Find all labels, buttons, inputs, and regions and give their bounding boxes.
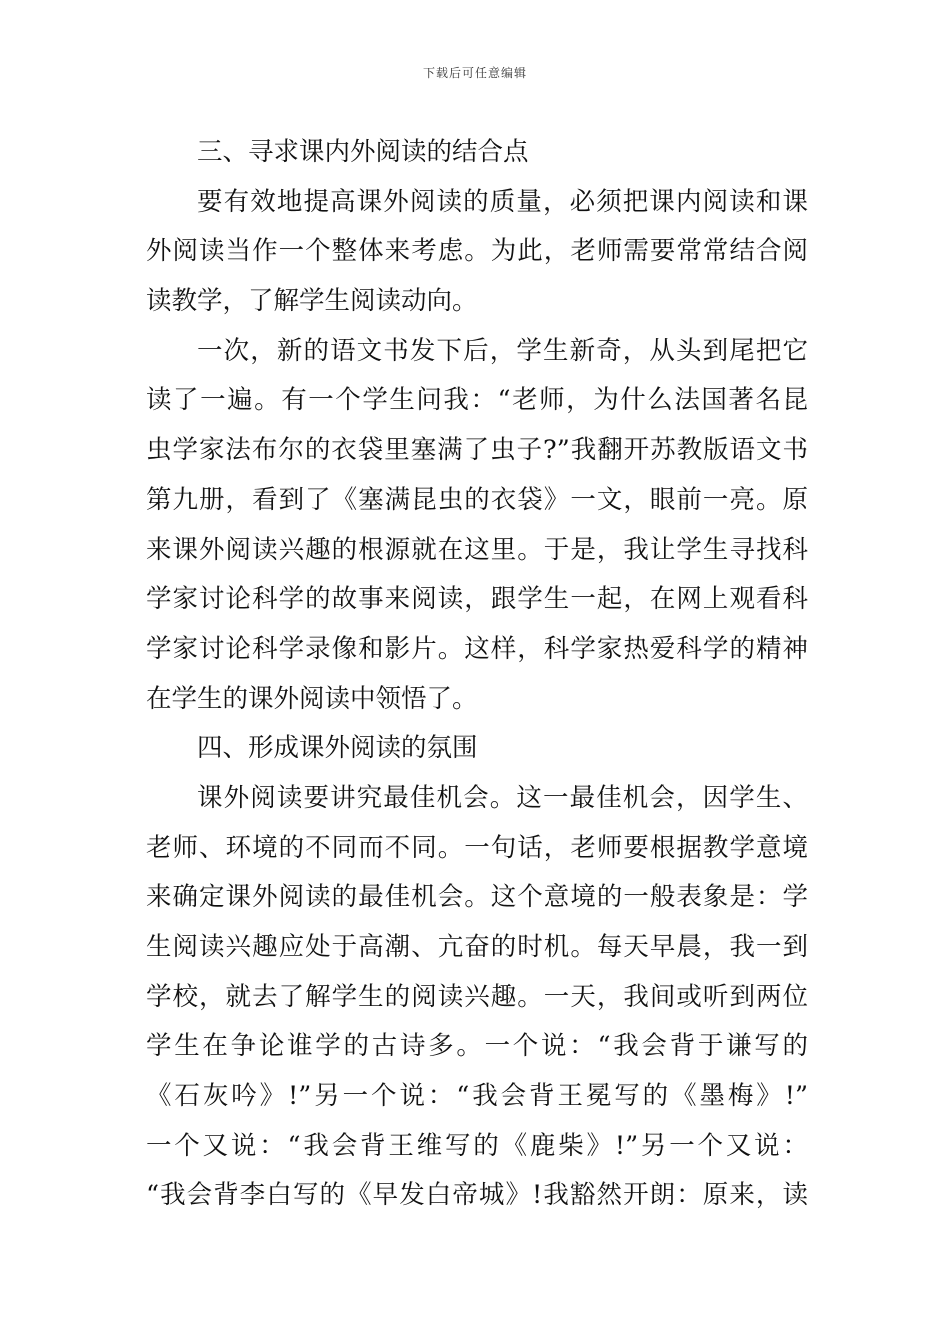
text-line: 学家讨论科学的故事来阅读，跟学生一起，在网上观看科 <box>146 584 808 615</box>
text-line: 读教学，了解学生阅读动向。 <box>146 286 478 317</box>
text-line: 一个又说：“我会背王维写的《鹿柴》!”另一个又说： <box>146 1130 808 1161</box>
text-line: 四、形成课外阅读的氛围 <box>197 733 478 764</box>
text-line: 《石灰吟》!”另一个说：“我会背王冕写的《墨梅》!” <box>146 1081 808 1112</box>
text-line: 老师、环境的不同而不同。一句话，老师要根据教学意境 <box>146 832 808 863</box>
page-header-note: 下载后可任意编辑 <box>422 66 527 80</box>
text-line: 第九册，看到了《塞满昆虫的衣袋》一文，眼前一亮。原 <box>146 484 808 515</box>
text-line: 在学生的课外阅读中领悟了。 <box>146 683 478 714</box>
text-line: 学家讨论科学录像和影片。这样，科学家热爱科学的精神 <box>146 633 808 664</box>
text-line: “我会背李白写的《早发白帝城》!我豁然开朗：原来，读 <box>146 1180 808 1211</box>
text-line: 读了一遍。有一个学生问我：“老师，为什么法国著名昆 <box>146 385 808 416</box>
document-body <box>146 128 808 1221</box>
text-line: 三、寻求课内外阅读的结合点 <box>197 137 529 167</box>
text-line: 要有效地提高课外阅读的质量，必须把课内阅读和课 <box>197 186 808 217</box>
text-line: 一次，新的语文书发下后，学生新奇，从头到尾把它 <box>197 335 808 366</box>
text-line: 外阅读当作一个整体来考虑。为此，老师需要常常结合阅 <box>146 236 808 267</box>
text-line: 学校，就去了解学生的阅读兴趣。一天，我间或听到两位 <box>146 981 808 1012</box>
text-line: 课外阅读要讲究最佳机会。这一最佳机会，因学生、 <box>197 782 808 813</box>
text-line: 来课外阅读兴趣的根源就在这里。于是，我让学生寻找科 <box>146 534 808 565</box>
text-line: 生阅读兴趣应处于高潮、亢奋的时机。每天早晨，我一到 <box>146 932 808 962</box>
text-line: 来确定课外阅读的最佳机会。这个意境的一般表象是：学 <box>146 882 808 913</box>
text-line: 学生在争论谁学的古诗多。一个说：“我会背于谦写的 <box>146 1031 808 1062</box>
text-line: 虫学家法布尔的衣袋里塞满了虫子?”我翻开苏教版语文书 <box>146 435 808 466</box>
